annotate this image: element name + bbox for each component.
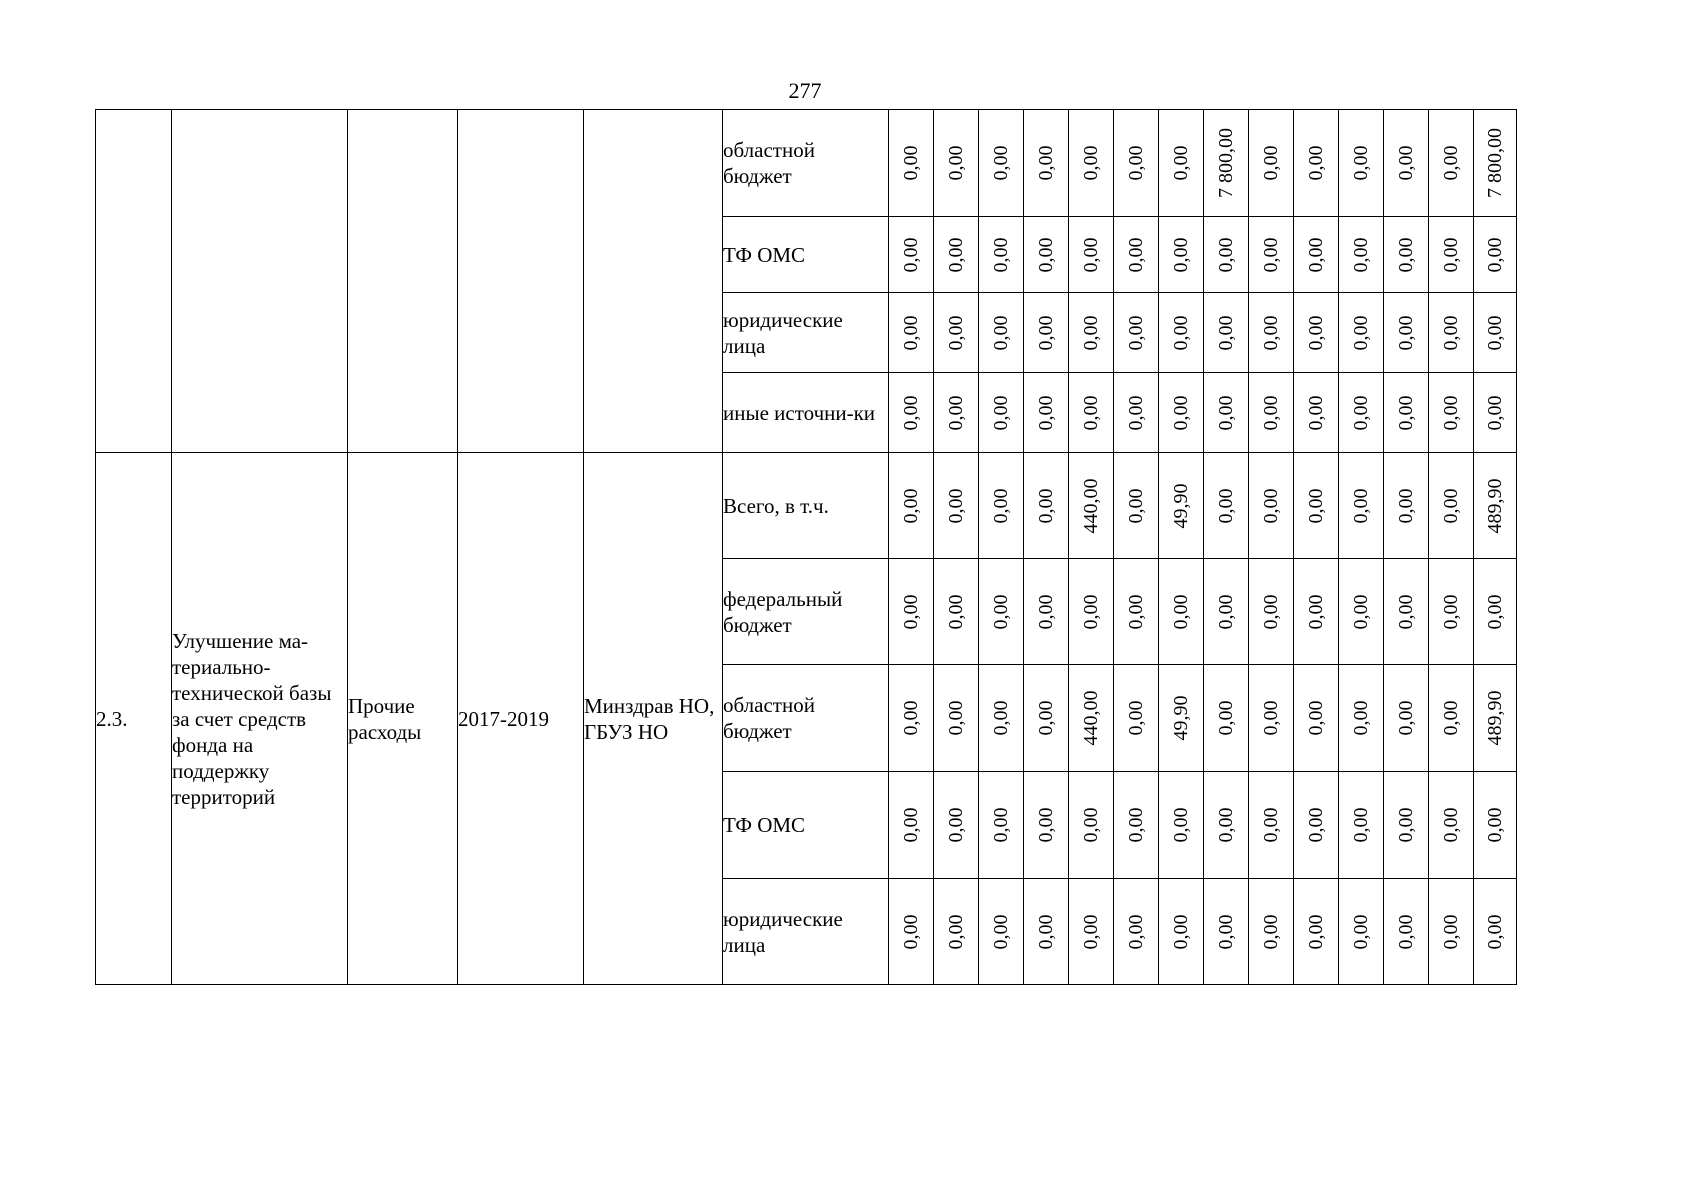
amount-value: 0,00 [900,237,922,272]
amount-cell [1069,879,1114,985]
amount-value: 0,00 [900,395,922,430]
amount-value: 0,00 [1305,145,1327,181]
funding-source-cell: областной бюджет [723,665,889,772]
amount-cell [1114,453,1159,559]
amount-value: 0,00 [1260,237,1282,272]
amount-cell [1069,110,1114,217]
amount-cell [1159,559,1204,665]
amount-cell [1384,293,1429,373]
amount-cell [1474,665,1517,772]
amount-cell [1339,559,1384,665]
amount-cell [1294,373,1339,453]
amount-cell [1339,453,1384,559]
amount-cell [1294,453,1339,559]
amount-cell [1249,559,1294,665]
amount-cell [1384,217,1429,293]
amount-cell [1249,293,1294,373]
amount-cell [1429,879,1474,985]
amount-value: 0,00 [1395,807,1417,843]
amount-cell [1024,110,1069,217]
amount-value: 0,00 [990,237,1012,272]
amount-cell [1384,665,1429,772]
amount-cell [934,879,979,985]
item-name-cell: Улучшение ма-териально-технической базы за счет средств фонда на поддержку территорий [172,453,348,985]
funding-source-cell: ТФ ОМС [723,772,889,879]
amount-value: 0,00 [1080,807,1102,843]
amount-cell [934,110,979,217]
amount-value: 0,00 [1440,488,1462,523]
amount-cell [1204,110,1249,217]
amount-value: 489,90 [1484,478,1506,533]
amount-cell [1069,559,1114,665]
amount-cell [1024,217,1069,293]
amount-value: 0,00 [1440,237,1462,272]
amount-value: 0,00 [1035,488,1057,523]
amount-value: 0,00 [1395,315,1417,350]
amount-value: 0,00 [1035,700,1057,736]
amount-value: 0,00 [1305,315,1327,350]
amount-value: 0,00 [945,914,967,949]
amount-cell [1384,110,1429,217]
amount-value: 0,00 [1305,594,1327,629]
amount-value: 0,00 [1305,395,1327,430]
amount-cell [1294,217,1339,293]
amount-cell [1294,293,1339,373]
amount-value: 0,00 [990,914,1012,949]
amount-cell [979,453,1024,559]
empty-merged-cell [458,110,584,453]
amount-value: 0,00 [990,807,1012,843]
amount-value: 0,00 [1260,594,1282,629]
amount-cell [979,665,1024,772]
funding-source-cell: Всего, в т.ч. [723,453,889,559]
item-number-cell: 2.3. [96,453,172,985]
amount-value: 0,00 [900,807,922,843]
funding-source-cell: иные источни-ки [723,373,889,453]
amount-cell [1294,772,1339,879]
amount-cell [1384,373,1429,453]
amount-cell [1204,293,1249,373]
amount-cell [979,373,1024,453]
amount-value: 0,00 [1395,594,1417,629]
amount-cell [1159,110,1204,217]
amount-cell [1384,879,1429,985]
amount-value: 0,00 [1215,807,1237,843]
amount-value: 0,00 [990,594,1012,629]
amount-cell [1339,665,1384,772]
amount-value: 0,00 [990,315,1012,350]
amount-cell [1114,373,1159,453]
amount-cell [1384,559,1429,665]
amount-cell [889,665,934,772]
amount-value: 0,00 [1305,237,1327,272]
amount-value: 0,00 [1260,145,1282,181]
amount-value: 0,00 [1125,315,1147,350]
amount-cell [889,453,934,559]
amount-value: 0,00 [1350,594,1372,629]
amount-value: 0,00 [1484,237,1506,272]
amount-value: 0,00 [990,700,1012,736]
amount-value: 0,00 [1440,807,1462,843]
amount-value: 0,00 [1395,914,1417,949]
amount-cell [1249,453,1294,559]
amount-cell [934,217,979,293]
amount-value: 0,00 [1305,914,1327,949]
amount-cell [1024,453,1069,559]
amount-value: 0,00 [1350,395,1372,430]
amount-value: 0,00 [1215,914,1237,949]
amount-cell [979,879,1024,985]
amount-cell [1474,879,1517,985]
amount-cell [1249,665,1294,772]
amount-value: 0,00 [1125,807,1147,843]
amount-cell [1024,665,1069,772]
amount-value: 0,00 [1260,395,1282,430]
amount-value: 440,00 [1080,478,1102,533]
amount-value: 0,00 [945,594,967,629]
amount-value: 0,00 [1035,914,1057,949]
amount-value: 0,00 [1170,145,1192,181]
amount-value: 0,00 [1170,315,1192,350]
amount-value: 0,00 [1350,145,1372,181]
amount-value: 0,00 [1080,237,1102,272]
amount-value: 0,00 [1395,237,1417,272]
amount-cell [934,453,979,559]
amount-cell [1024,772,1069,879]
amount-cell [1069,293,1114,373]
amount-cell [1429,772,1474,879]
amount-cell [1339,217,1384,293]
amount-value: 0,00 [945,488,967,523]
amount-cell [979,293,1024,373]
amount-value: 49,90 [1170,695,1192,741]
amount-cell [889,373,934,453]
amount-value: 0,00 [1215,594,1237,629]
amount-cell [1429,559,1474,665]
amount-value: 0,00 [1484,807,1506,843]
amount-value: 0,00 [1484,315,1506,350]
amount-value: 0,00 [1215,315,1237,350]
amount-value: 0,00 [1080,914,1102,949]
amount-value: 0,00 [1305,700,1327,736]
amount-cell [889,559,934,665]
amount-value: 0,00 [1350,315,1372,350]
amount-cell [934,293,979,373]
amount-cell [1429,110,1474,217]
amount-cell [1069,772,1114,879]
amount-value: 0,00 [1440,395,1462,430]
amount-cell [1384,453,1429,559]
amount-value: 0,00 [1215,395,1237,430]
amount-cell [1429,373,1474,453]
amount-cell [979,772,1024,879]
amount-cell [1114,559,1159,665]
amount-value: 0,00 [945,700,967,736]
amount-cell [1294,665,1339,772]
amount-cell [1339,110,1384,217]
amount-value: 0,00 [1305,807,1327,843]
amount-value: 0,00 [1350,488,1372,523]
amount-value: 0,00 [945,395,967,430]
amount-cell [1114,879,1159,985]
amount-value: 0,00 [1305,488,1327,523]
amount-cell [1204,772,1249,879]
amount-cell [889,110,934,217]
amount-cell [1474,772,1517,879]
executor-cell: Минздрав НО, ГБУЗ НО [584,453,723,985]
amount-value: 0,00 [900,914,922,949]
amount-value: 0,00 [1260,488,1282,523]
amount-value: 440,00 [1080,690,1102,746]
empty-merged-cell [172,110,348,453]
amount-value: 0,00 [1350,807,1372,843]
amount-cell [889,293,934,373]
amount-value: 0,00 [1440,700,1462,736]
amount-value: 0,00 [1440,914,1462,949]
amount-value: 0,00 [945,145,967,181]
funding-source-cell: ТФ ОМС [723,217,889,293]
amount-cell [1429,217,1474,293]
amount-cell [889,879,934,985]
amount-value: 0,00 [1484,594,1506,629]
amount-cell [1474,110,1517,217]
amount-cell [1384,772,1429,879]
amount-cell [1249,373,1294,453]
amount-value: 0,00 [1125,914,1147,949]
amount-value: 0,00 [1125,395,1147,430]
amount-value: 0,00 [990,145,1012,181]
amount-cell [1429,453,1474,559]
amount-cell [1294,879,1339,985]
amount-cell [1114,772,1159,879]
amount-cell [1249,110,1294,217]
funding-source-cell: юридические лица [723,879,889,985]
amount-cell [1204,665,1249,772]
amount-cell [1249,217,1294,293]
amount-cell [979,217,1024,293]
amount-value: 0,00 [1484,395,1506,430]
amount-value: 0,00 [1125,145,1147,181]
amount-cell [1024,559,1069,665]
amount-value: 0,00 [900,488,922,523]
amount-cell [1159,665,1204,772]
amount-value: 0,00 [1350,237,1372,272]
amount-cell [1159,373,1204,453]
amount-cell [1249,879,1294,985]
table-row [96,453,1517,559]
amount-value: 0,00 [900,594,922,629]
amount-value: 0,00 [900,700,922,736]
amount-cell [1114,110,1159,217]
amount-cell [1249,772,1294,879]
amount-cell [1429,293,1474,373]
expense-type-cell: Прочие расходы [348,453,458,985]
amount-value: 0,00 [1080,145,1102,181]
empty-merged-cell [96,110,172,453]
amount-value: 7 800,00 [1215,128,1237,198]
amount-cell [1339,772,1384,879]
amount-cell [1114,293,1159,373]
amount-value: 0,00 [1215,488,1237,523]
amount-value: 0,00 [945,315,967,350]
amount-value: 0,00 [1035,594,1057,629]
amount-cell [1069,217,1114,293]
amount-cell [1114,217,1159,293]
amount-cell [1474,453,1517,559]
funding-source-cell: федеральный бюджет [723,559,889,665]
amount-value: 0,00 [1035,395,1057,430]
amount-cell [1024,293,1069,373]
amount-cell [934,559,979,665]
amount-value: 7 800,00 [1484,128,1506,198]
amount-cell [889,772,934,879]
amount-cell [1204,453,1249,559]
amount-value: 0,00 [1440,145,1462,181]
amount-cell [979,110,1024,217]
amount-value: 0,00 [1215,700,1237,736]
amount-value: 0,00 [1125,237,1147,272]
amount-value: 0,00 [1260,700,1282,736]
amount-cell [1024,879,1069,985]
amount-cell [934,373,979,453]
amount-cell [1204,879,1249,985]
table-body [96,110,1517,985]
amount-cell [1159,217,1204,293]
amount-cell [1474,559,1517,665]
amount-value: 0,00 [1484,914,1506,949]
amount-cell [1024,373,1069,453]
amount-value: 0,00 [1170,594,1192,629]
amount-value: 0,00 [1440,594,1462,629]
amount-cell [1069,665,1114,772]
amount-cell [1339,293,1384,373]
amount-value: 0,00 [1260,914,1282,949]
amount-value: 0,00 [1080,594,1102,629]
amount-value: 489,90 [1484,690,1506,746]
amount-cell [1069,373,1114,453]
amount-value: 0,00 [1035,237,1057,272]
amount-value: 0,00 [1125,700,1147,736]
amount-cell [1204,217,1249,293]
amount-cell [1069,453,1114,559]
amount-cell [1474,217,1517,293]
amount-value: 0,00 [1215,237,1237,272]
amount-value: 0,00 [1125,594,1147,629]
amount-cell [1204,373,1249,453]
funding-source-cell: областной бюджет [723,110,889,217]
amount-value: 0,00 [1170,807,1192,843]
amount-cell [1159,879,1204,985]
amount-value: 0,00 [1395,395,1417,430]
amount-value: 0,00 [1035,315,1057,350]
empty-merged-cell [348,110,458,453]
amount-value: 0,00 [1395,700,1417,736]
amount-cell [934,772,979,879]
amount-value: 0,00 [1395,488,1417,523]
amount-cell [1159,772,1204,879]
amount-value: 0,00 [1170,914,1192,949]
amount-value: 0,00 [1080,315,1102,350]
empty-merged-cell [584,110,723,453]
amount-cell [1339,879,1384,985]
amount-value: 0,00 [1080,395,1102,430]
amount-cell [1159,453,1204,559]
amount-cell [1294,110,1339,217]
amount-cell [1474,293,1517,373]
amount-value: 0,00 [1260,807,1282,843]
amount-value: 0,00 [1260,315,1282,350]
amount-value: 0,00 [1035,145,1057,181]
amount-value: 0,00 [1440,315,1462,350]
amount-value: 49,90 [1170,483,1192,528]
budget-table [95,109,1517,985]
amount-value: 0,00 [1035,807,1057,843]
funding-source-cell: юридические лица [723,293,889,373]
period-cell: 2017-2019 [458,453,584,985]
amount-value: 0,00 [945,807,967,843]
amount-value: 0,00 [945,237,967,272]
amount-cell [889,217,934,293]
amount-value: 0,00 [990,395,1012,430]
amount-cell [1204,559,1249,665]
amount-value: 0,00 [1395,145,1417,181]
amount-value: 0,00 [1350,914,1372,949]
amount-value: 0,00 [1125,488,1147,523]
amount-cell [934,665,979,772]
amount-value: 0,00 [900,315,922,350]
amount-cell [1159,293,1204,373]
amount-cell [1429,665,1474,772]
amount-value: 0,00 [990,488,1012,523]
amount-cell [1294,559,1339,665]
table-row [96,110,1517,217]
amount-cell [1114,665,1159,772]
page-number: 277 [788,78,822,103]
amount-cell [1339,373,1384,453]
amount-cell [1474,373,1517,453]
amount-value: 0,00 [900,145,922,181]
amount-cell [979,559,1024,665]
amount-value: 0,00 [1350,700,1372,736]
amount-value: 0,00 [1170,237,1192,272]
amount-value: 0,00 [1170,395,1192,430]
